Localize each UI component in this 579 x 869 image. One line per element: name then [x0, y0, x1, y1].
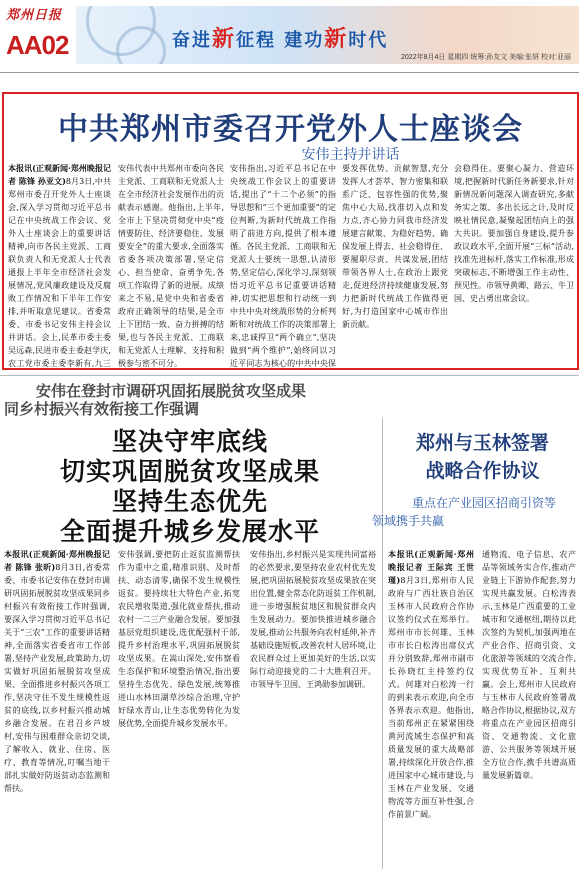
slogan-part: 时代 — [348, 30, 389, 51]
issue-meta: 2022年8月4日 星期四 统筹:孙友文 美编:张妍 校对:亚丽 — [401, 54, 571, 61]
lead-column-2: 安伟代表中共郑州市委向各民主党派、工商联和无党派人士在全市经济社会发展作出的贡献表示感谢。他指出,上半年,全市上下坚决贯彻党中央“疫情要防住、经济要稳住、发展要安全”的重大要求,全面落实省委各项决策部署,坚定信心、担当使命、奋勇争先,各项工作取得了新的进展。成绩来之不易,是党中央和省委省政府正确领导的结果,是全市上下团结一致、奋力拼搏的结果,也与各民主党派、工商联和无党派人士理解、支持和积极参与密不可分。 — [118, 164, 224, 368]
lead-column-4: 要发挥优势、贡献智慧,充分发挥人才荟萃、智力密集和联系广泛、包容性强的优势,聚焦中心大局,找准切入点和发力点,齐心协力同我市经济发展建言献策、为稳好趋势、确保发展上得去、社会稳得住、要履职尽责、共谋发展,团结带领各界人士,在政治上跟党走,促进经济持续健康发展,努力把新时代统战工作做得更好,为打造国家中心城市作出新贡献。 — [342, 164, 448, 329]
second-column-2: 安伟强调,要把防止返贫监测帮扶作为重中之重,精准识别、及时帮扶、动态清零,确保不发生规模性返贫。要持续壮大特色产业,拓宽农民增收渠道,强化就业帮扶,推动农村一二三产业融合发展。要加强基层党组织建设,选优配强村干部,提升乡村治理水平,巩固拓展脱贫攻坚成果。在嵩山深处,安伟察看生态保护和环境整治情况,指出要坚持生态优先、绿色发展,统筹推进山水林田湖草沙综合治理,守护好绿水青山,让生态优势转化为发展优势,全面提升城乡发展水平。 — [118, 550, 240, 728]
second-text: 8月3日,省委常委、市委书记安伟在登封市调研巩固拓展脱贫攻坚成果同乡村振兴有效衔接工作时强调,要深入学习贯彻习近平总书记关于“三农”工作的重要讲话精神,全面落实省委省市工作部署,坚持产业发展,政策助力,切实做好巩固拓展脱贫攻坚成果、全面推进乡村振兴各项工作,坚决守住不发生规模性返贫的底线,以乡村振兴推动城乡融合发展。在君召乡芦坡村,安伟与困难群众亲切交谈,了解收入、就业、住房、医疗、教育等情况,叮嘱当地干部扎实做好防返贫动态监测和帮扶。 — [4, 563, 110, 793]
headline-line-2: 切实巩固脱贫攻坚成果 — [59, 457, 320, 486]
slogan-highlight: 新 — [212, 27, 237, 52]
lead-column-3: 安伟指出,习近平总书记在中央统战工作会议上的重要讲话,提出了“十二个必须”的指导思想和“三个更加重要”的定位判断,为新时代统战工作指明了前进方向,提供了根本遵循。各民主党派、工商联和无党派人士要统一思想,认清形势,坚定信心,深化学习,深刻领悟习近平总书记重要讲话精神,切实把思想和行动统一到中共中央对统战形势的分析判断和对统战工作的决策部署上来,忠诚捍卫“两个确立”,坚决做到“两个维护”,始终同以习近平同志为核心的中共中央保 — [230, 164, 336, 368]
lead-byline: 本报讯(正观新闻·郑州晚报记者 陈锋 孙亚文) — [8, 163, 111, 186]
lead-title: 中共郑州市委召开党外人士座谈会 — [58, 112, 523, 147]
side-subtitle-line-2: 领域携手共赢 — [372, 514, 445, 528]
page-number: AA02 — [6, 30, 69, 60]
lead-subtitle: 安伟主持并讲话 — [301, 147, 400, 163]
gear-decoration-icon — [116, 26, 166, 64]
kicker-line-1: 安伟在登封市调研巩固拓展脱贫攻坚成果 — [36, 382, 307, 400]
sidebar-divider — [382, 418, 383, 869]
slogan-part: 奋进 — [172, 30, 212, 51]
side-title-line-1: 郑州与玉林签署 — [415, 432, 549, 454]
headline-line-1: 坚决守牢底线 — [111, 427, 268, 456]
lead-column-1 — [8, 162, 111, 368]
second-column-3: 安伟指出,乡村振兴是实现共同富裕的必然要求,要坚持农业农村优先发展,把巩固拓展脱贫攻坚成果放在突出位置,健全常态化防返贫工作机制,进一步增强脱贫地区和脱贫群众内生发展动力。要加快推进城乡融合发展,推动公共服务向农村延伸,补齐基础设施短板,改善农村人居环境,让农民群众过上更加美好的生活,以实际行动迎接党的二十大胜利召开。市领导牛卫国、王鸿勋参加调研。 — [250, 550, 376, 689]
side-subtitle-line-1: 重点在产业园区招商引资等 — [412, 496, 557, 510]
logo-box — [6, 4, 69, 66]
masthead — [0, 0, 579, 74]
side-title-line-2: 战略合作协议 — [425, 460, 540, 482]
second-byline: 本报讯(正观新闻·郑州晚报记者 陈锋 张昕) — [4, 549, 110, 572]
section-divider — [0, 375, 579, 376]
side-column-2: 通物流、电子信息、农产品等领域务实合作,推动产业链上下游协作配套,努力实现共赢发展。白松涛表示,玉林是广西重要的工业城市和交通枢纽,期待以此次签约为契机,加强两地在产业合作、招商引资、文化旅游等领域的交流合作,实现优势互补、互利共赢。会上,郑州市人民政府与玉林市人民政府签署战略合作协议,根据协议,双方将重点在产业园区招商引资、交通物流、文化旅游、公共服务等领域开展全方位合作,携手共谱高质量发展新篇章。 — [482, 550, 576, 780]
side-byline: 本报讯(正观新闻·郑州晚报记者 王际宾 王世瑾) — [388, 549, 474, 585]
headline-line-4: 全面提升城乡发展水平 — [59, 517, 320, 546]
lead-text: 8月3日,中共郑州市委召开党外人士座谈会,深入学习贯彻习近平总书记在中央统战工作会议、党外人士座谈会上的重要讲话精神,向市各民主党派、工商联负责人和无党派人士代表通报上半年全市经济社会发展情况,党风廉政建设及反腐败工作情况和下半年工作安排,并听取意见建议。省委常委、市委书记安伟主持会议并讲话。会上,民革市委主委吴远森,民进市委主委赵学庆,农工党市委主委李新有,九三 — [8, 177, 111, 368]
side-text: 8月3日,郑州市人民政府与广西壮族自治区玉林市人民政府合作协议签约仪式在郑举行。郑州市市长何雄、玉林市市长白松涛出席仪式并分别致辞,郑州市副市长孙晓红主持签约仪式。何雄对白松涛一行的到来表示欢迎,向全市各界表示欢迎。他指出,当前郑州正在紧紧围绕黄河流域生态保护和高质量发展的重大战略部署,持续深化开放合作,推进国家中心城市建设,与玉林在产业发展、交通物流等方面互补性强,合作前景广阔。 — [388, 576, 474, 819]
kicker-line-2: 同乡村振兴有效衔接工作强调 — [4, 400, 200, 418]
slogan-highlight: 新 — [324, 27, 349, 52]
slogan — [172, 22, 388, 53]
second-column-1 — [4, 548, 110, 866]
lead-article — [2, 92, 579, 370]
masthead-rule — [0, 72, 579, 73]
headline-line-3: 坚持生态优先 — [111, 487, 268, 516]
side-column-1 — [388, 548, 474, 866]
newspaper-logo: 郑州日报 — [6, 8, 63, 23]
lead-column-5: 会稳得住。要聚心凝力、营造环境,把握新时代新任务新要求,针对新情况新问题深入调查研究,多献务实之策、多出长远之计,及时反映社情民意,凝聚起团结向上的强大共识。要加强自身建设,提升参政议政水平,全面开展“三标”活动,找准先进标杆,落实工作标准,形成突破标志,不断增强工作主动性、预见性。市领导黄卿、路云、牛卫国、史占勇出席会议。 — [454, 164, 574, 303]
slogan-part: 征程 建功 — [236, 30, 325, 51]
